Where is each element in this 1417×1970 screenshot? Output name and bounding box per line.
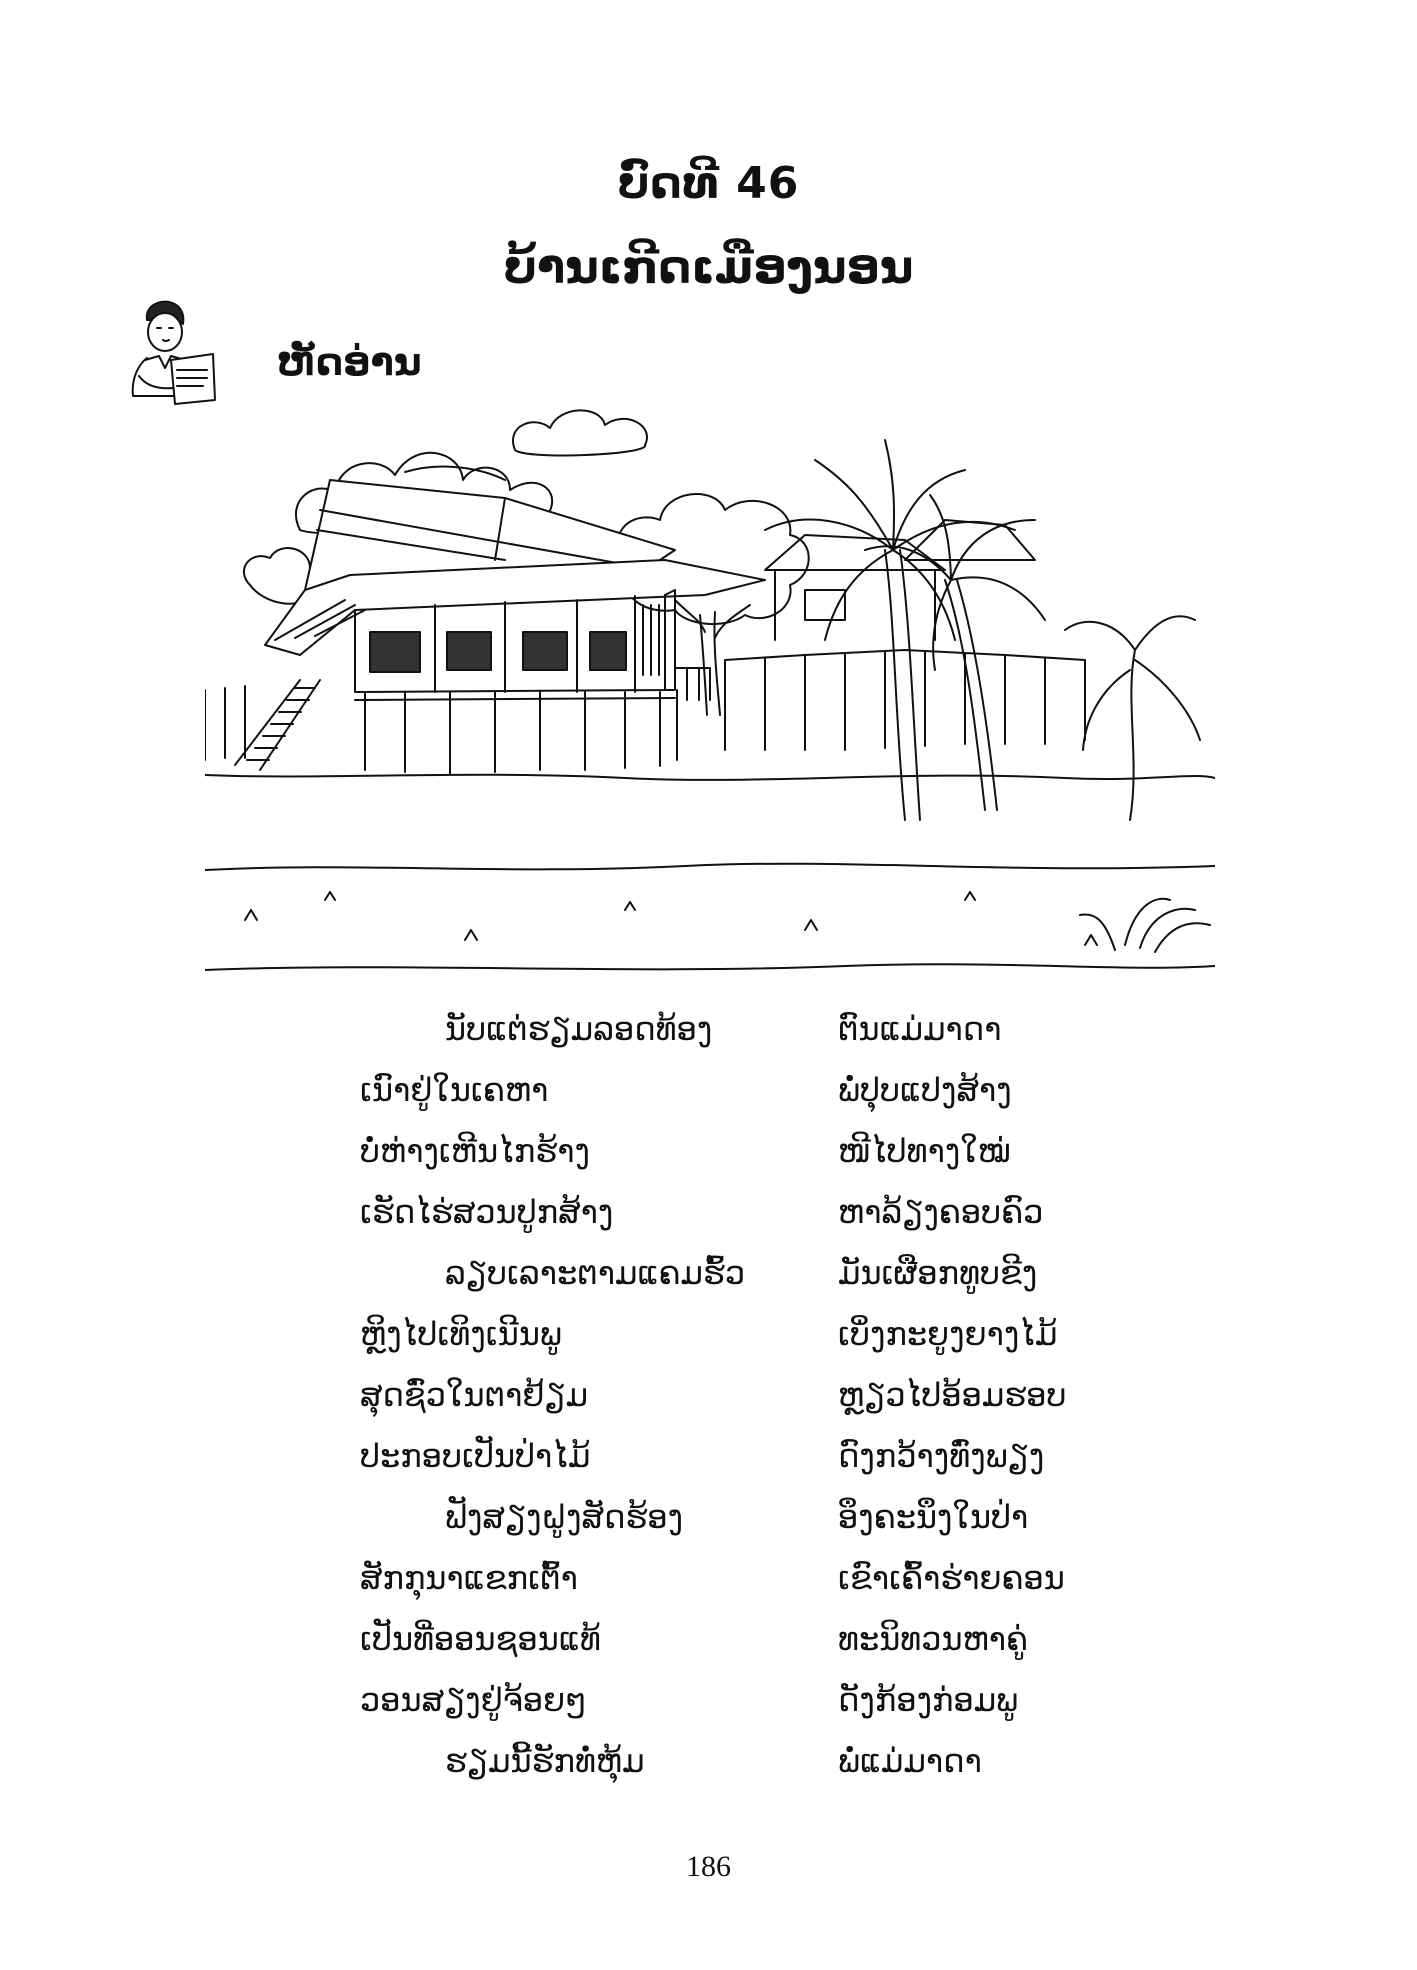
poem-line <box>0 1010 1417 1066</box>
poem-line-right: ພໍ່ປຸບແປງສ້າງ <box>838 1071 1012 1109</box>
poem-line <box>0 1071 1417 1127</box>
poem-line-left: ຫຼິງໄປເທິງເນີນພູ <box>360 1315 562 1353</box>
boy-reading-book-icon <box>125 298 220 408</box>
poem-line-right: ອຶງຄະນຶງໃນປ່າ <box>838 1498 1029 1536</box>
poem-line-left: ລຽບເລາະຕາມແຄມຮົ້ວ <box>445 1254 746 1292</box>
poem-line-left: ນັບແຕ່ຮຽມລອດທ້ອງ <box>445 1010 713 1048</box>
poem-line-right: ຫຼຽວໄປອ້ອມຮອບ <box>838 1376 1067 1414</box>
poem-line <box>0 1498 1417 1554</box>
page-number: 186 <box>686 1850 731 1883</box>
poem-line <box>0 1376 1417 1432</box>
poem-line-left: ບໍ່ຫ່າງເຫີນໄກຮ້າງ <box>360 1132 590 1170</box>
poem-line-right: ຫາລ້ຽງຄອບຄົວ <box>838 1193 1044 1231</box>
poem-line <box>0 1132 1417 1188</box>
lesson-title: ບ້ານເກີດເມືອງນອນ <box>503 240 914 294</box>
poem-line-left: ຮຽມນີ້ຮັກທໍ່ຫຸ້ມ <box>445 1742 645 1780</box>
poem-line <box>0 1742 1417 1798</box>
poem-line-right: ດັງກ້ອງກ່ອມພູ <box>838 1681 1019 1719</box>
poem-line-left: ສັກກຸນາແຂກເຕົ້າ <box>360 1559 578 1597</box>
section-label: ຫັດອ່ານ <box>277 340 422 384</box>
poem-line-right: ທະນິທວນຫາຄູ່ <box>838 1620 1029 1658</box>
stilt-house-village-illustration <box>205 400 1215 975</box>
poem-line-left: ເປັນທີ່ອອນຊອນແທ້ <box>360 1620 601 1658</box>
poem-line-right: ຕົນແມ່ມາດາ <box>838 1010 1002 1048</box>
poem-line-left: ຟັງສຽງຝູງສັດຮ້ອງ <box>445 1498 684 1536</box>
poem-line <box>0 1681 1417 1737</box>
poem-line-right: ເບິ່ງກະຍູງຍາງໄມ້ <box>838 1315 1058 1353</box>
poem-line <box>0 1620 1417 1676</box>
lesson-number: ບົດທີ 46 <box>617 158 800 209</box>
poem-line <box>0 1254 1417 1310</box>
poem-line-right: ໜີໄປທາງໃໝ່ <box>838 1132 1011 1170</box>
poem-line <box>0 1437 1417 1493</box>
poem-line-right: ເຂົາເຄົ້າຮ່າຍຄອນ <box>838 1559 1065 1597</box>
poem-line-right: ພໍ່ແມ່ມາດາ <box>838 1742 982 1780</box>
poem-line-left: ເນົາຢູ່ໃນເຄຫາ <box>360 1071 549 1109</box>
poem-line-left: ສຸດຊົ່ວໃນຕາຢ້ຽມ <box>360 1376 589 1414</box>
poem-line-right: ດົງກວ້າງທົ່ງພຽງ <box>838 1437 1045 1475</box>
poem-line-left: ປະກອບເປັນປ່າໄມ້ <box>360 1437 591 1475</box>
poem-line-left: ເຮັດໄຮ່ສວນປູກສ້າງ <box>360 1193 614 1231</box>
poem-line <box>0 1315 1417 1371</box>
poem-line <box>0 1559 1417 1615</box>
poem-line-right: ມັນເຜືອກທູບຂີງ <box>838 1254 1038 1292</box>
poem-line <box>0 1193 1417 1249</box>
poem-line-left: ວອນສຽງຢູ່ຈ້ອຍໆ <box>360 1681 587 1719</box>
